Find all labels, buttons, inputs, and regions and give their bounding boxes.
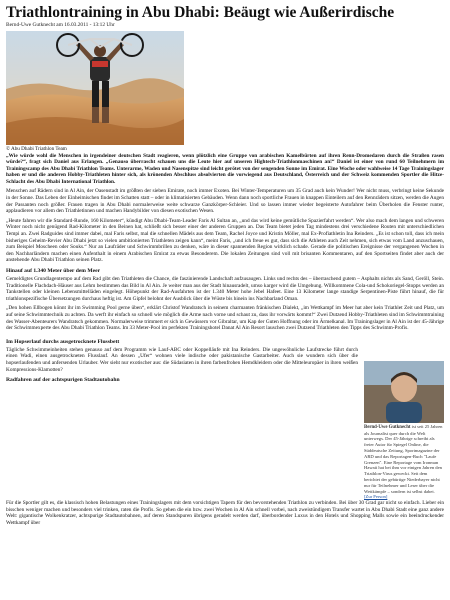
section-heading: Hinauf auf 1.340 Meter über dem Meer xyxy=(6,268,101,274)
article-byline: Bernd-Uwe Gutknecht am 16.03.2011 - 13:12 Uhr xyxy=(6,22,115,28)
cyclist-desert-photo xyxy=(6,31,184,145)
author-sidebar xyxy=(364,361,444,500)
paragraph: Tägliche Schwimmeinheiten stehen genauso auf dem Programm wie Lauf-ABC oder Koppelläufe mit Ina Reinders. Die ungewöhnliche Laufstrecke führt durch einen Wadi, einen ausgetrockneten Flusslauf. An dessen „Ufer“ wohnen viele indische oder pakistanische Gastarbeiter. Auch sie wundern sich über die hopserlaufenden und anfersenden Urlauber. Wer sieht nur exotischer aus: die Südasiaten in ihren farbenfrohen Hemdkleidern oder die Mitteleuropäer in ihren weißen Kompressions-Klamotten? xyxy=(6,346,358,373)
paragraph: Für die Sportler gilt es, die klassisch hohen Belastungen eines Trainingslagers mit dem vorsichtigen Tapern für den bevorstehenden Triathlon zu verbinden. Bei über 30 Grad gar nicht so einfach. Lieber ein bisschen weniger machen und besonders viel trinken, raten die Profis. So gehen die ein bzw. zwei Wochen in Al Ain schnell vorbei, nach zweistündigem Transfer wartet in Abu Dhabi Stadt eine ganz andere Welt: gigantische Wolkenkratzer, achtspurige Stadtautobahnen, auf deren Standspuren übrigens geradelt werden darf, überbordender Luxus in den Hotels und Shopping Malls sowie ein beeindruckender Wettkampf über xyxy=(6,500,444,526)
main-column xyxy=(6,335,358,500)
paragraph: Gemeldigtes Grundlagentempo auf dem Rad gibt den Triathleten die Chance, die faszinierende Landschaft aufzusaugen. Links und rechts des – überraschend gutem – Asphalts nichts als Sand, Geröll, Stein. Traditionelle Flachdach-Häuser aus Lehm bestimmen das Bild in Al Ain. Je weiter man aus der Stadt hinausradelt, umso karger wird die Umgebung. Willkommene Cola-und Schokoriegel-Stopps werden an Tankstellen oder kleinen Lebensmittelläden eingelegt. Höhepunkt der Rad-Ausfahrten ist der 1.340 Meter hohe Jebel Hafeet. Eine 13 Kilometer lange standige Serpentinen-Piste führt hinauf, die für triathlonspezifische Übersetzungen durchaus heftig ist. Am Gipfel belohnt der Ausblick über die Wüste bis hinein ins Nachbarland Oman. xyxy=(6,276,444,302)
author-bio xyxy=(364,424,444,500)
paragraph: Menschen auf Rädern sind in Al Ain, der Oasenstadt im größten der sieben Emirate, noch immer Exoten. Bei Winter-Temperaturen um 35 Grad auch kein Wunder! Wer nicht muss, verbringt keine Sekunde in der Sonne. Das Leben der Einheimischen findet im Schatten statt – oder in klimatisierten Gebäuden. Wenn dann noch sportliche Frauen in knappen Einteilern auf den Rennrädern sitzen, werden die Augen der Passanten noch größer. Frauen tragen in Abu Dhabi normalerweise weite schwarze Ganzkörper-Schleier. Und so lassen immer wieder begeisterte Autofahrer beim Überholen die Fenster runter, applaudieren vor allem den Triathletinnen und machen Handybilder von diesen exotischen Wesen. xyxy=(6,188,444,215)
article-title: Triathlontraining in Abu Dhabi: Beäugt wie Außerirdische xyxy=(6,4,395,21)
content-row xyxy=(6,335,444,500)
photo-caption: © Abu Dhabi Triathlon Team xyxy=(6,146,67,152)
paragraph: „Den hohen Ellbogen könnt ihr im Swimming Pool gerne üben“, erklärt Christof Wandratsch in seinem charmanten fränkischen Dialekt, „im Wettkampf im Meer hat aber kein Triathlet Zeit und Platz, um auf seine Schwimmtechnik zu achten. Da werft ihr einfach so schnell wie möglich die Arme nach vorne und schaut zu, dass ihr vorwärts kommt!“ Zwei Dutzend Hobby-Triathleten sind im Schwimmtraining des Wasser-Abenteurers Wandratsch gekommen. Normalerweise trimmert er sich in Gewässern vor Gibraltar, um Kap der Guten Hoffnung oder im Ärmelkanal. Im Trainingslager in Al Ain ist der 45-Jährige der Schwimmexperte des Abu Dhabi Triathlon Teams. Im 33 Meter-Pool im perfekten Trainingshotel Danat Al Ain Resort lauschen zwei Dutzend Triathleten den Tipps des Schwimm-Profis. xyxy=(6,305,445,332)
author-photo xyxy=(364,361,444,423)
author-more-link[interactable]: [Zur Person] xyxy=(364,494,388,500)
paragraph: „Heute fahren wir die Standard-Runde, 160 Kilometer“, kündigt Abu Dhabi-Team-Leader Faris Al Sultan an, „und das wird keine gemütliche Spazierfahrt werden“. Wer also mach dem langen und schweren Winter noch nicht genügend Rad-Kilometer in den Beinen hat, schließt sich besser einer der anderen Gruppen an. Das Team bietet jeden Tag mindestens drei verschiedene Routen mit unterschiedlichen Tempi an. Zwei Radguides sind immer dabei, mal Faris selbst, mal die schnellen Mädels aus dem Team, Rachel Joyce und Kristin Möller, mal Ex-Profiathletin Ina Reinders. „Es ist schon toll, dass ich mein bisheriges Geheim-Revier Abu Dhabi jetzt so vielen ambitionierten Triathleten zeigen kann“, meint Faris, „und ich freue es gut, dass sich die Athleten auch Zeit nehmen, sich etwas vom Land anzuschauen, zum Beispiel Moscheen oder Souks.“ Nur an Laufräder und Schwimmbrillen zu denken, wäre in dieser spannenden Region wirklich schade. Gerade die politischen Ereignisse der vergangenen Wochen in den Nachbarländern machen einen Aufenthalt in einem Arabischen Emirat zu etwas Besonderem. Die lokalen Zeitungen sind voll mit brisanten Kommentaren, auf den Sportseiten findet aber auch der anstehende Abu Dhabi Triathlon seinen Platz. xyxy=(6,217,444,264)
section-heading: Im Hopserlauf durchs ausgetrocknete Flussbett xyxy=(6,338,120,345)
author-bio-text: ist seit 25 Jahren als Journalist quer durch die Welt unterwegs. Der 45-Jährige schreibt als freier Autor für Spiegel Online, die Süddeutsche Zeitung, Sportmagazine der ARD und das Reportagen-Buch "Laufe Grenzen". Eine Reportage vom Ironman Hawaii hat bei ihm vor einigen Jahren den Triathlon-Virus geweckt. Seit dem berichtet der gebürtige Niederbayer nicht nur für Teilnehmer und Leser über die Wettkämpfe – sondern ist selbst dabei. xyxy=(364,423,443,494)
author-name: Bernd-Uwe Gutknecht xyxy=(364,424,411,430)
section-heading: Radfahren auf der achtspurigen Stadtautobahn xyxy=(6,377,120,384)
article-lead: „Wie würde wohl die Menschen in irgendeiner deutschen Stadt reagieren, wenn plötzlich eine Gruppe von arabischen Kamelbürten auf ihren Renn-Dromedaren durch die Straßen rasen würde?“, fragt sich Daniel aus Erlangen. „Genauso überrascht schauen uns die Leute hier auf unseren Hightech-Triathlonmaschinen an!“ Daniel ist einer von rund 60 Teilnehmern im Trainingscamp des Abu Dhabi Triathlon Teams. Unterarme, Waden und Nasenspitze sind leicht gerötet von der sengenden Sonne im Emirat. Eine Woche oder wahlweise 14 Tage Trainingslager haben er und die anderen Hobby-Triathleten hinter sich, als krönenden Abschluss absolvierten die vorwiegend aus Deutschland, Österreich und der Schweiz kommenden Sportler die Hitze-Schlacht des Abu Dhabi International Triathlon. xyxy=(6,152,444,185)
